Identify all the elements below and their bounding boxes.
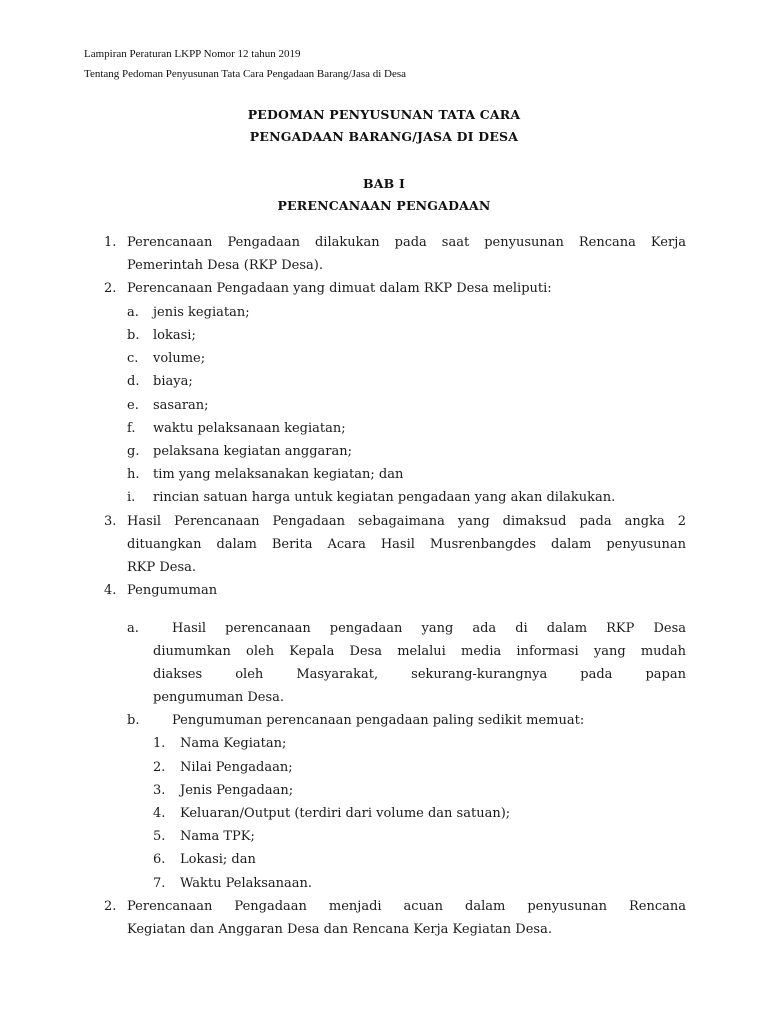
header-regulation-line: Lampiran Peraturan LKPP Nomor 12 tahun 2019: [84, 48, 301, 60]
numbered-item-number: 4.: [153, 806, 166, 821]
sub-item-letter: b.: [127, 328, 140, 343]
numbered-item-number: 7.: [153, 876, 166, 891]
sub-item-text-line: pengumuman Desa.: [153, 690, 285, 705]
numbered-item-number: 3.: [153, 783, 166, 798]
item-number: 2.: [104, 281, 117, 296]
item-text-line: Hasil Perencanaan Pengadaan sebagaimana yang dimaksud pada angka 2: [127, 514, 686, 529]
item-text-line: RKP Desa.: [127, 560, 197, 575]
sub-item-text: Pengumuman perencanaan pengadaan paling sedikit memuat:: [172, 713, 585, 728]
chapter-name: PERENCANAAN PENGADAAN: [277, 198, 491, 213]
numbered-item-text: Lokasi; dan: [180, 852, 256, 867]
numbered-item-text: Nama Kegiatan;: [180, 736, 287, 751]
item-text-line: Perencanaan Pengadaan yang dimuat dalam RKP Desa meliputi:: [127, 281, 552, 296]
numbered-item-number: 6.: [153, 852, 166, 867]
item-text-line: Perencanaan Pengadaan dilakukan pada saat penyusunan Rencana Kerja: [127, 235, 686, 250]
sub-item-text: volume;: [153, 351, 206, 366]
sub-item-text: lokasi;: [153, 328, 196, 343]
sub-item-letter: a.: [127, 305, 139, 320]
sub-item-letter: b.: [127, 713, 140, 728]
numbered-item-text: Nama TPK;: [180, 829, 255, 844]
sub-item-text: tim yang melaksanakan kegiatan; dan: [153, 467, 404, 482]
numbered-item-number: 2.: [153, 760, 166, 775]
sub-item-text-line: diumumkan oleh Kepala Desa melalui media informasi yang mudah: [153, 644, 686, 659]
sub-item-text: pelaksana kegiatan anggaran;: [153, 444, 352, 459]
numbered-item-number: 1.: [153, 736, 166, 751]
chapter-number: BAB I: [362, 176, 406, 191]
sub-item-text-line: diakses oleh Masyarakat, sekurang-kurangnya pada papan: [153, 667, 686, 682]
item-number: 4.: [104, 583, 117, 598]
sub-item-text: rincian satuan harga untuk kegiatan pengadaan yang akan dilakukan.: [153, 490, 616, 505]
numbered-item-text: Keluaran/Output (terdiri dari volume dan satuan);: [180, 806, 511, 821]
sub-item-letter: a.: [127, 621, 139, 636]
item-text-line: Perencanaan Pengadaan menjadi acuan dalam penyusunan Rencana: [127, 899, 686, 914]
numbered-item-text: Jenis Pengadaan;: [180, 783, 294, 798]
header-subject-line: Tentang Pedoman Penyusunan Tata Cara Pengadaan Barang/Jasa di Desa: [84, 68, 407, 80]
numbered-item-text: Waktu Pelaksanaan.: [180, 876, 313, 891]
item-number: 2.: [104, 899, 117, 914]
sub-item-letter: d.: [127, 374, 140, 389]
sub-item-letter: h.: [127, 467, 140, 482]
item-number: 3.: [104, 514, 117, 529]
sub-item-letter: f.: [127, 421, 136, 436]
item-number: 1.: [104, 235, 117, 250]
item-text-line: Pemerintah Desa (RKP Desa).: [127, 258, 323, 273]
item-text-line: Kegiatan dan Anggaran Desa dan Rencana Kerja Kegiatan Desa.: [127, 922, 552, 937]
sub-item-text: sasaran;: [153, 398, 209, 413]
sub-item-text: waktu pelaksanaan kegiatan;: [153, 421, 346, 436]
item-text-line: dituangkan dalam Berita Acara Hasil Musrenbangdes dalam penyusunan: [127, 537, 686, 552]
document-title-line-1: PEDOMAN PENYUSUNAN TATA CARA: [247, 107, 521, 122]
item-text-line: Pengumuman: [127, 583, 218, 598]
numbered-item-number: 5.: [153, 829, 166, 844]
sub-item-letter: e.: [127, 398, 139, 413]
sub-item-text-line: Hasil perencanaan pengadaan yang ada di dalam RKP Desa: [172, 621, 686, 636]
document-title-line-2: PENGADAAN BARANG/JASA DI DESA: [249, 129, 519, 144]
sub-item-text: biaya;: [153, 374, 193, 389]
sub-item-text: jenis kegiatan;: [153, 305, 250, 320]
sub-item-letter: c.: [127, 351, 139, 366]
numbered-item-text: Nilai Pengadaan;: [180, 760, 293, 775]
sub-item-letter: g.: [127, 444, 140, 459]
sub-item-letter: i.: [127, 490, 136, 505]
